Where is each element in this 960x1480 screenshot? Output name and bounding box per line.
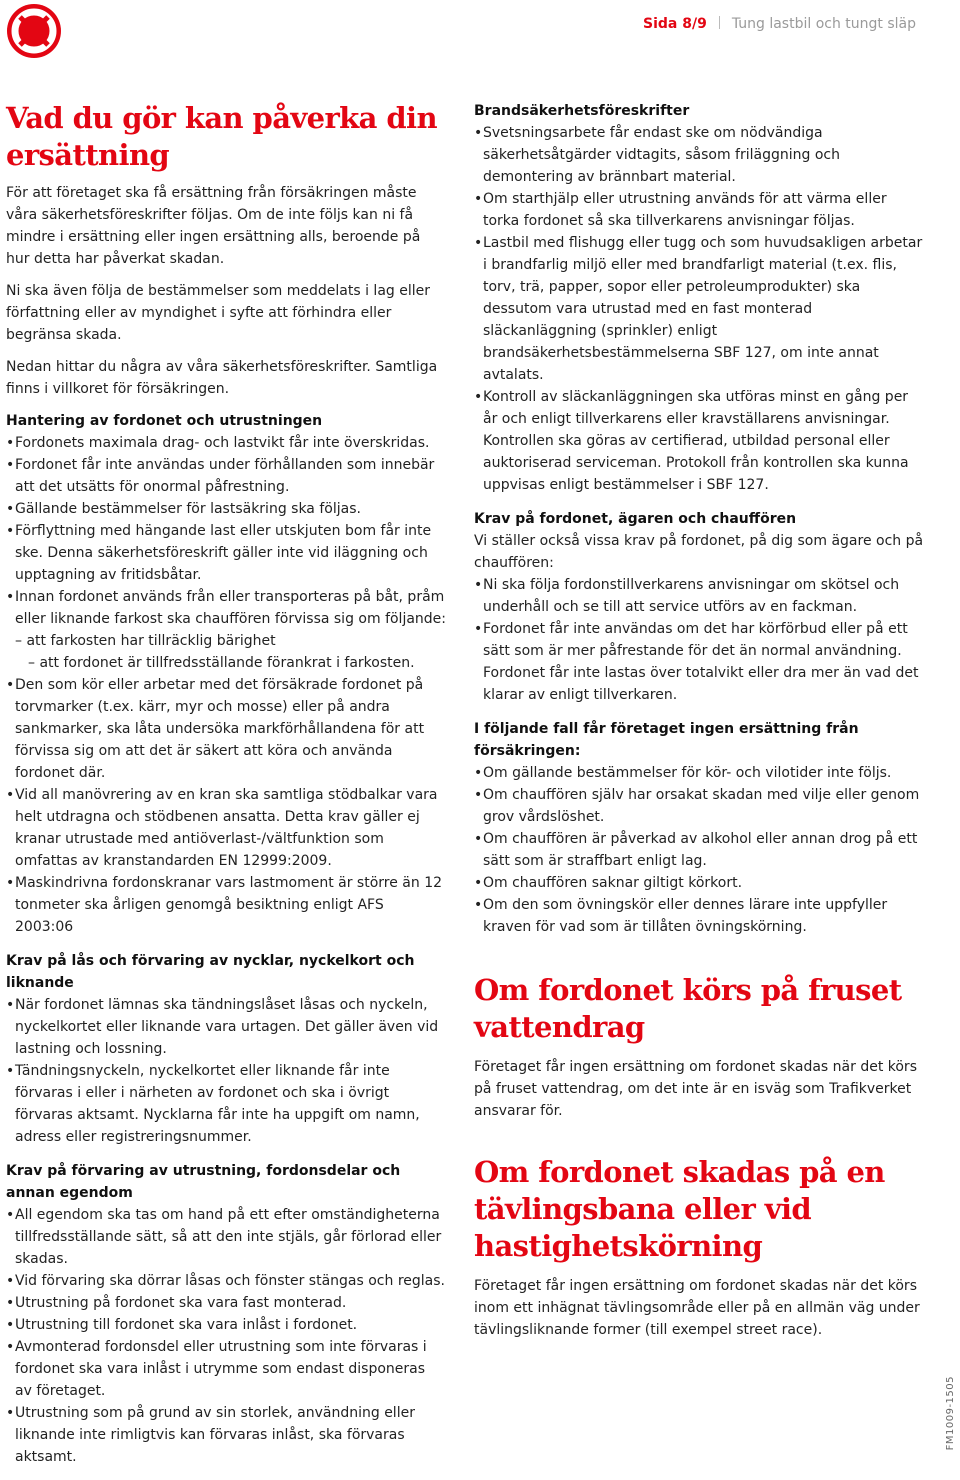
list-item: •Vid all manövrering av en kran ska samtliga stödbalkar vara helt utdragna och stödbenen ansatta. Detta krav gäller ej kranar utrustade med antiöverlast-/vältfunktion som omfattas av kranstandarden EN 12999:2009. <box>6 787 438 869</box>
page-title: Vad du gör kan påverka din ersättning <box>6 101 437 172</box>
list-item: •All egendom ska tas om hand på ett efter omständigheterna tillfredsställande sätt, så att den inte stjäls, går förlorad eller skadas. <box>6 1207 442 1267</box>
bullet-list <box>474 574 924 706</box>
list-item: •Utrustning på fordonet ska vara fast monterad. <box>6 1295 347 1311</box>
section-heading: Krav på förvaring av utrustning, fordonsdelar och annan egendom <box>6 1163 401 1201</box>
bullet-list <box>6 1204 446 1468</box>
list-item: •Om chauffören själv har orsakat skadan med vilje eller genom grov vårdslöshet. <box>474 787 920 825</box>
intro-paragraph: Nedan hittar du några av våra säkerhetsföreskrifter. Samtliga finns i villkoret för försäkringen. <box>6 359 438 397</box>
section-title: Om fordonet körs på fruset vattendrag <box>474 973 902 1044</box>
lifebuoy-logo-icon <box>6 3 62 59</box>
section-paragraph: Företaget får ingen ersättning om fordonet skadas när det körs på fruset vattendrag, om det inte är en isväg som Trafikverket ansvarar för. <box>474 1059 917 1119</box>
list-item: •Om gällande bestämmelser för kör- och vilotider inte följs. <box>474 765 892 781</box>
bullet-list <box>474 122 924 496</box>
list-item: •Lastbil med flishugg eller tugg och som huvudsakligen arbetar i brandfarlig miljö eller med brandfarligt material (t.ex. flis, torv, trä, papper, sopor eller petroleumprodukter) ska dessutom vara utrustad med en fast monterad släckanläggning (sprinkler) enligt brandsäkerhetsbestämmelserna SBF 127, om inte annat avtalats. <box>474 235 923 383</box>
list-item: •Om chauffören saknar giltigt körkort. <box>474 875 743 891</box>
list-item: •Fordonet får inte användas under förhållanden som innebär att det utsätts för onormal påfrestning. <box>6 457 435 495</box>
list-item: •Fordonets maximala drag- och lastvikt får inte överskridas. <box>6 435 430 451</box>
list-item: •Ni ska följa fordonstillverkarens anvisningar om skötsel och underhåll och se till att service utförs av en fackman. <box>474 577 900 615</box>
bullet-list <box>6 994 446 1148</box>
sub-list-item: – att farkosten har tillräcklig bärighet <box>15 633 276 649</box>
header-divider <box>719 16 720 29</box>
section-heading: Hantering av fordonet och utrustningen <box>6 413 323 429</box>
list-item: •Fordonet får inte användas om det har körförbud eller på ett sätt som är mer påfrestande för det än normal användning. Fordonet får inte lastas över totalvikt eller dra mer än vad det klarar av enligt tillverkaren. <box>474 621 919 703</box>
list-item: •Tändningsnyckeln, nyckelkortet eller liknande får inte förvaras i eller i närheten av fordonet och ska i övrigt förvaras aktsamt. Nycklarna får inte ha uppgift om namn, adress eller registreringsnummer. <box>6 1063 420 1145</box>
form-code: FM1009-1505 <box>945 1375 956 1450</box>
section-title: Om fordonet skadas på en tävlingsbana eller vid hastighetskörning <box>474 1155 885 1263</box>
list-item: •Svetsningsarbete får endast ske om nödvändiga säkerhetsåtgärder vidtagits, såsom friläggning och demontering av brännbart material. <box>474 125 840 185</box>
list-item: •Om starthjälp eller utrustning används för att värma eller torka fordonet så ska tillverkarens anvisningar följas. <box>474 191 887 229</box>
list-item: •Innan fordonet används från eller transporteras på båt, pråm eller liknande farkost ska chauffören förvissa sig om följande: – att farkosten har tillräcklig bärighet – att fordonet är tillfredsställande förankrat i farkosten. <box>6 586 446 674</box>
page-header <box>643 16 916 32</box>
intro-paragraph: För att företaget ska få ersättning från försäkringen måste våra säkerhetsföreskrifter följas. Om de inte följs kan ni få mindre i ersättning eller ingen ersättning alls, beroende på hur detta har påverkat skadan. <box>6 185 421 267</box>
list-item: •Vid förvaring ska dörrar låsas och fönster stängas och reglas. <box>6 1273 445 1289</box>
left-column <box>6 98 446 1480</box>
list-item: •Den som kör eller arbetar med det försäkrade fordonet på torvmarker (t.ex. kärr, myr och mosse) eller på andra sankmarker, ska låta undersöka markförhållandena för att förvissa sig om att det är säkert att köra och använda fordonet där. <box>6 677 425 781</box>
section-intro: Vi ställer också vissa krav på fordonet, på dig som ägare och på chauffören: <box>474 533 924 571</box>
right-column <box>474 98 924 1351</box>
list-item: •Om chauffören är påverkad av alkohol eller annan drog på ett sätt som är straffbart enligt lag. <box>474 831 918 869</box>
list-item: •Kontroll av släckanläggningen ska utföras minst en gång per år och enligt tillverkarens eller kravställarens anvisningar. Kontrollen ska göras av certifierad, utbildad personal eller auktoriserad serviceman. Protokoll från kontrollen ska kunna uppvisas enligt bestämmelser i SBF 127. <box>474 389 909 493</box>
list-item: •Utrustning till fordonet ska vara inlåst i fordonet. <box>6 1317 358 1333</box>
section-heading: Krav på lås och förvaring av nycklar, nyckelkort och liknande <box>6 953 415 991</box>
list-item: •När fordonet lämnas ska tändningslåset låsas och nyckeln, nyckelkortet eller liknande vara urtagen. Det gäller även vid lastning och lossning. <box>6 997 439 1057</box>
list-item: •Om den som övningskör eller dennes lärare inte uppfyller kraven för vad som är tillåten övningskörning. <box>474 897 888 935</box>
list-item: •Utrustning som på grund av sin storlek, användning eller liknande inte rimligtvis kan förvaras inlåst, ska förvaras aktsamt. <box>6 1405 415 1465</box>
bullet-list <box>474 762 924 938</box>
list-item: •Förflyttning med hängande last eller utskjuten bom får inte ske. Denna säkerhetsföreskrift gäller inte vid iläggning och upptagning av fritidsbåtar. <box>6 523 432 583</box>
list-item: •Gällande bestämmelser för lastsäkring ska följas. <box>6 501 361 517</box>
bullet-list <box>6 432 446 938</box>
intro-paragraph: Ni ska även följa de bestämmelser som meddelats i lag eller författning eller av myndighet i syfte att förhindra eller begränsa skada. <box>6 283 430 343</box>
sub-list-item: – att fordonet är tillfredsställande förankrat i farkosten. <box>28 655 415 671</box>
section-heading: I följande fall får företaget ingen ersättning från försäkringen: <box>474 721 859 759</box>
list-item: •Avmonterad fordonsdel eller utrustning som inte förvaras i fordonet ska vara inlåst i utrymme som endast disponeras av företaget. <box>6 1339 427 1399</box>
list-item: •Maskindrivna fordonskranar vars lastmoment är större än 12 tonmeter ska årligen genomgå besiktning enligt AFS 2003:06 <box>6 875 443 935</box>
page-number: Sida 8/9 <box>642 16 707 32</box>
section-title: Tung lastbil och tungt släp <box>731 16 916 32</box>
spacer <box>474 1132 924 1154</box>
section-paragraph: Företaget får ingen ersättning om fordonet skadas när det körs inom ett inhägnat tävlingsområde eller på en allmän väg under tävlingsliknande former (till exempel street race). <box>474 1278 920 1338</box>
section-heading: Krav på fordonet, ägaren och chauffören <box>474 511 797 527</box>
spacer <box>474 950 924 972</box>
section-heading: Brandsäkerhetsföreskrifter <box>474 103 690 119</box>
